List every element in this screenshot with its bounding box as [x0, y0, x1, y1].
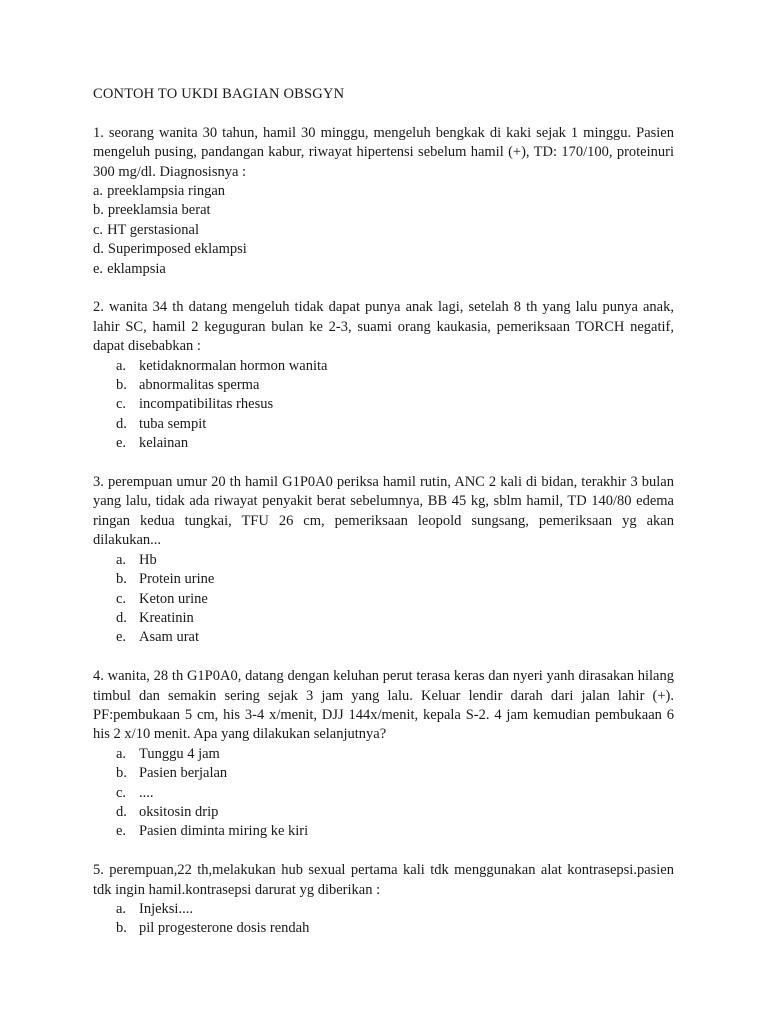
- option-text: Tunggu 4 jam: [139, 745, 220, 762]
- option-text: Hb: [139, 551, 157, 568]
- option-text: kelainan: [139, 435, 189, 452]
- option-list: [93, 900, 674, 939]
- question-text: 5. perempuan,22 th,melakukan hub sexual pertama kali tdk menggunakan alat kontrasepsi.pasien tdk ingin hamil.kontrasepsi darurat yg diberikan :: [93, 862, 674, 898]
- question-4: [93, 667, 674, 842]
- option-label: a.: [116, 551, 127, 568]
- question-text: 3. perempuan umur 20 th hamil G1P0A0 periksa hamil rutin, ANC 2 kali di bidan, terakhir 3 bulan yang lalu, tidak ada riwayat penyakit berat sebelumnya, BB 45 kg, sblm hamil, TD 140/80 edema ringan kedua tungkai, TFU 26 cm, pemeriksaan leopold sungsang, pemeriksaan yg akan dilakukan...: [93, 474, 674, 549]
- option-item: [93, 628, 674, 647]
- option-text: Pasien diminta miring ke kiri: [139, 823, 309, 840]
- option-item: [93, 434, 674, 453]
- option-text: preeklamsia berat: [107, 202, 211, 219]
- option-label: b.: [116, 920, 127, 937]
- option-list: [93, 182, 674, 279]
- option-label: d.: [116, 609, 127, 626]
- document-page: [93, 85, 674, 958]
- option-item: [93, 376, 674, 395]
- option-label: d.: [116, 415, 127, 432]
- option-text: Asam urat: [139, 629, 199, 646]
- option-label: e.: [116, 435, 127, 452]
- option-item: [93, 201, 674, 220]
- question-5: [93, 861, 674, 939]
- option-text: oksitosin drip: [139, 803, 219, 820]
- option-label: b.: [116, 765, 127, 782]
- option-label: a.: [116, 357, 127, 374]
- option-item: [93, 764, 674, 783]
- option-label: c.: [116, 396, 127, 413]
- option-item: [93, 221, 674, 240]
- option-text: eklampsia: [107, 260, 166, 277]
- option-text: ketidaknormalan hormon wanita: [139, 357, 328, 374]
- option-text: incompatibilitas rhesus: [139, 396, 274, 413]
- option-text: Kreatinin: [139, 609, 194, 626]
- option-text: preeklampsia ringan: [107, 183, 226, 200]
- option-item: [93, 784, 674, 803]
- question-2: [93, 298, 674, 453]
- document-title: CONTOH TO UKDI BAGIAN OBSGYN: [93, 86, 345, 102]
- option-text: tuba sempit: [139, 415, 207, 432]
- option-label: d.: [116, 803, 127, 820]
- option-label: a.: [116, 900, 127, 917]
- option-item: [93, 570, 674, 589]
- option-text: HT gerstasional: [107, 221, 200, 238]
- option-text: pil progesterone dosis rendah: [139, 920, 310, 937]
- option-label: c.: [116, 784, 127, 801]
- option-label: c.: [93, 221, 104, 238]
- option-text: Pasien berjalan: [139, 765, 228, 782]
- option-text: ....: [139, 784, 154, 801]
- option-text: abnormalitas sperma: [139, 377, 260, 394]
- option-list: [93, 551, 674, 648]
- question-3: [93, 473, 674, 648]
- option-item: [93, 900, 674, 919]
- option-item: [93, 822, 674, 841]
- option-label: a.: [116, 745, 127, 762]
- option-label: e.: [93, 260, 104, 277]
- option-item: [93, 609, 674, 628]
- question-text: 1. seorang wanita 30 tahun, hamil 30 minggu, mengeluh bengkak di kaki sejak 1 minggu. Pasien mengeluh pusing, pandangan kabur, riwayat hipertensi sebelum hamil (+), TD: 170/100, proteinuri 300 mg/dl. Diagnosisnya :: [93, 124, 674, 180]
- option-label: b.: [116, 571, 127, 588]
- option-label: b.: [93, 202, 104, 219]
- option-text: Keton urine: [139, 590, 208, 607]
- option-text: Protein urine: [139, 571, 215, 588]
- option-label: a.: [93, 183, 104, 200]
- question-text: 4. wanita, 28 th G1P0A0, datang dengan keluhan perut terasa keras dan nyeri yanh dirasakan hilang timbul dan semakin sering sejak 3 jam yang lalu. Keluar lendir darah dari jalan lahir (+). PF:pembukaan 5 cm, his 3-4 x/menit, DJJ 144x/menit, kepala S-2. 4 jam kemudian pembukaan 6 his 2 x/10 menit. Apa yang dilakukan selanjutnya?: [93, 668, 674, 743]
- option-label: e.: [116, 629, 127, 646]
- option-list: [93, 357, 674, 454]
- option-item: [93, 590, 674, 609]
- option-label: c.: [116, 590, 127, 607]
- option-item: [93, 240, 674, 259]
- option-item: [93, 182, 674, 201]
- option-item: [93, 745, 674, 764]
- option-text: Injeksi....: [139, 900, 193, 917]
- option-item: [93, 260, 674, 279]
- option-item: [93, 551, 674, 570]
- option-item: [93, 415, 674, 434]
- option-item: [93, 803, 674, 822]
- option-list: [93, 745, 674, 842]
- option-text: Superimposed eklampsi: [107, 241, 247, 258]
- question-text: 2. wanita 34 th datang mengeluh tidak dapat punya anak lagi, setelah 8 th yang lalu punya anak, lahir SC, hamil 2 keguguran bulan ke 2-3, suami orang kaukasia, pemeriksaan TORCH negatif, dapat disebabkan :: [93, 299, 674, 355]
- question-1: [93, 124, 674, 279]
- option-item: [93, 357, 674, 376]
- option-item: [93, 395, 674, 414]
- option-label: e.: [116, 823, 127, 840]
- option-item: [93, 919, 674, 938]
- option-label: b.: [116, 377, 127, 394]
- option-label: d.: [93, 241, 104, 258]
